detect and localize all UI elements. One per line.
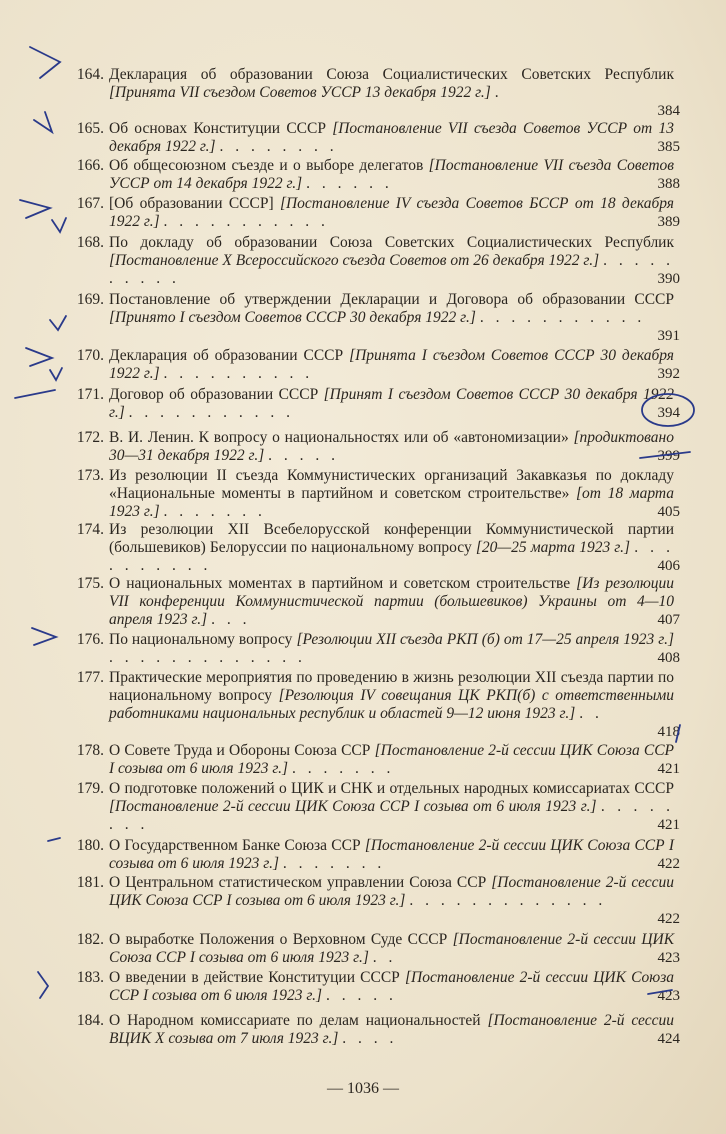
entry-page: 423 bbox=[657, 988, 680, 1004]
entry-title: Об основах Конституции СССР [Постановление VII съезда Советов УССР от 13 декабря 1922 г.] . . . . . . . . bbox=[109, 120, 674, 155]
pen-mark bbox=[26, 348, 52, 366]
entry-title: О введении в действие Конституции СССР [Постановление 2-й сессии ЦИК Союза ССР I созыва от 6 июля 1923 г.] . . . . . bbox=[109, 969, 675, 1004]
entry-number: 167. bbox=[76, 195, 104, 212]
entry-page: 389 bbox=[657, 214, 680, 230]
entry-page: 422 bbox=[657, 911, 680, 927]
entry-page: 424 bbox=[657, 1031, 680, 1047]
entry-page: 394 bbox=[657, 405, 680, 421]
entry-number: 178. bbox=[76, 742, 104, 759]
entry-page: 408 bbox=[657, 650, 680, 666]
entry-title: По национальному вопросу [Резолюции XII съезда РКП (б) от 17—25 апреля 1923 г.] . . . . . . . . . . . . . bbox=[109, 631, 675, 666]
entry-number: 179. bbox=[76, 780, 104, 797]
entry-page: 390 bbox=[657, 271, 680, 287]
entry-number: 164. bbox=[76, 66, 104, 83]
entry-page: 385 bbox=[657, 139, 680, 155]
entry-number: 174. bbox=[76, 521, 104, 538]
entry-number: 177. bbox=[76, 669, 104, 686]
entry-number: 180. bbox=[76, 837, 104, 854]
entry-title: Об общесоюзном съезде и о выборе делегатов [Постановление VII съезда Советов УССР от 14 декабря 1922 г.] . . . . . . bbox=[109, 157, 675, 192]
entry-title: По докладу об образовании Союза Советских Социалистических Республик [Постановление X Всероссийского съезда Советов от 26 декабря 1922 г.] . . . . . . . . . . bbox=[109, 234, 675, 287]
pen-mark bbox=[15, 390, 55, 398]
entry-page: 421 bbox=[657, 761, 680, 777]
entry-title: Из резолюции II съезда Коммунистических организаций Закавказья по докладу «Национальные моменты в партийном и советском строительстве» [от 18 марта 1923 г.] . . . . . . . bbox=[109, 467, 675, 520]
entry-title: Практические мероприятия по проведению в жизнь резолюции XII съезда партии по национальному вопросу [Резолюция IV совещания ЦК РКП(б) с ответственными работниками национальных республик и областей 9—12 июня 1923 г.] . . bbox=[109, 669, 675, 722]
entry-number: 175. bbox=[76, 575, 104, 592]
entry-title: Договор об образовании СССР [Принят I съездом Советов СССР 30 декабря 1922 г.] . . . . . . . . . . . bbox=[109, 386, 674, 421]
entry-page: 406 bbox=[657, 558, 680, 574]
entry-title: Декларация об образовании СССР [Принята I съездом Советов СССР 30 декабря 1922 г.] . . . . . . . . . . bbox=[109, 347, 674, 382]
entry-page: 418 bbox=[657, 724, 680, 740]
entry-number: 181. bbox=[76, 874, 104, 891]
entry-title: В. И. Ленин. К вопросу о национальностях или об «автономизации» [продиктовано 30—31 декабря 1922 г.] . . . . . bbox=[109, 429, 674, 464]
entry-page: 407 bbox=[657, 612, 680, 628]
pen-mark bbox=[50, 316, 66, 330]
pen-mark bbox=[38, 972, 48, 998]
entry-page: 421 bbox=[657, 817, 680, 833]
entry-title: [Об образовании СССР] [Постановление IV съезда Советов БССР от 18 декабря 1922 г.] . . . . . . . . . . . bbox=[109, 195, 674, 230]
entry-number: 184. bbox=[76, 1012, 104, 1029]
pen-mark bbox=[34, 112, 52, 132]
entry-page: 422 bbox=[657, 856, 680, 872]
pen-mark bbox=[52, 218, 66, 232]
entry-number: 173. bbox=[76, 467, 104, 484]
pen-mark bbox=[48, 838, 60, 841]
entry-title: О национальных моментах в партийном и советском строительстве [Из резолюции VII конференции Коммунистической партии (большевиков) Украины от 4—10 апреля 1923 г.] . . . bbox=[109, 575, 675, 628]
entry-number: 170. bbox=[76, 347, 104, 364]
entry-number: 182. bbox=[76, 931, 104, 948]
entry-number: 169. bbox=[76, 291, 104, 308]
entry-number: 166. bbox=[76, 157, 104, 174]
pen-mark bbox=[32, 628, 56, 645]
entry-title: Из резолюции XII Всебелорусской конференции Коммунистической партии (большевиков) Белоруссии по национальному вопросу [20—25 марта 1923 г.] . . . . . . . . . . bbox=[109, 521, 675, 574]
entry-number: 165. bbox=[76, 120, 104, 137]
entry-page: 405 bbox=[657, 504, 680, 520]
pen-mark bbox=[30, 47, 60, 78]
pen-mark bbox=[50, 368, 62, 380]
entry-page: 423 bbox=[657, 950, 680, 966]
entry-title: О Народном комиссариате по делам национальностей [Постановление 2-й сессии ВЦИК X созыва от 7 июля 1923 г.] . . . . bbox=[109, 1012, 674, 1047]
entry-page: 388 bbox=[657, 176, 680, 192]
entry-title: О подготовке положений о ЦИК и СНК и отдельных народных комиссариатах СССР [Постановление 2-й сессии ЦИК Союза ССР I созыва от 6 июля 1923 г.] . . . . . . . . bbox=[109, 780, 675, 833]
entry-page: 392 bbox=[657, 366, 680, 382]
entry-title: О Государственном Банке Союза ССР [Постановление 2-й сессии ЦИК Союза ССР I созыва от 6 июля 1923 г.] . . . . . . . bbox=[109, 837, 674, 872]
page-footer-number: — 1036 — bbox=[327, 1080, 399, 1097]
entry-page: 391 bbox=[657, 328, 680, 344]
entry-title: О Совете Труда и Обороны Союза ССР [Постановление 2-й сессии ЦИК Союза ССР I созыва от 6 июля 1923 г.] . . . . . . . bbox=[109, 742, 675, 777]
entry-number: 172. bbox=[76, 429, 104, 446]
entry-title: Декларация об образовании Союза Социалистических Советских Республик [Принята VII съездом Советов УССР 13 декабря 1922 г.] . bbox=[109, 66, 674, 101]
entry-page: 399 bbox=[657, 448, 680, 464]
entry-number: 168. bbox=[76, 234, 104, 251]
entry-number: 183. bbox=[76, 969, 104, 986]
entry-page: 384 bbox=[657, 103, 680, 119]
entry-title: Постановление об утверждении Декларации и Договора об образовании СССР [Принято I съездом Советов СССР 30 декабря 1922 г.] . . . . . . . . . . . bbox=[109, 291, 674, 326]
entry-title: О Центральном статистическом управлении Союза ССР [Постановление 2-й сессии ЦИК Союза ССР I созыва от 6 июля 1923 г.] . . . . . . . . . . . . . bbox=[109, 874, 675, 909]
entry-number: 171. bbox=[76, 386, 104, 403]
pen-mark bbox=[20, 200, 50, 218]
entry-title: О выработке Положения о Верховном Суде СССР [Постановление 2-й сессии ЦИК Союза ССР I созыва от 6 июля 1923 г.] . . bbox=[109, 931, 674, 966]
entry-number: 176. bbox=[76, 631, 104, 648]
